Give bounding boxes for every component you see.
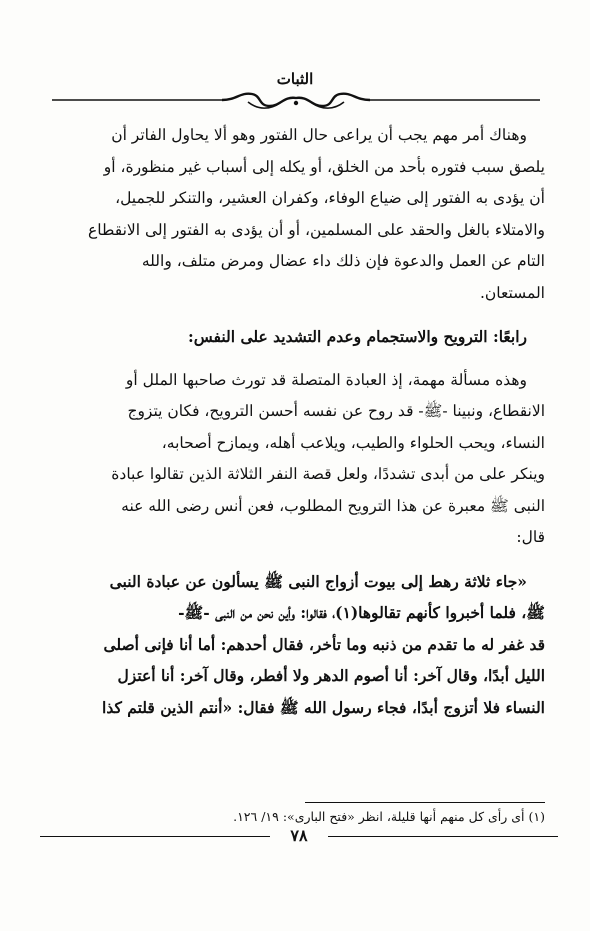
page-number: ٧٨ <box>290 826 308 845</box>
footer-rule-left <box>40 836 270 837</box>
hadith-quote-line: قد غفر له ما تقدم من ذنبه وما تأخر، فقال أحدهم: أما أنا فإنى أصلى <box>103 634 545 654</box>
text-line: المستعان. <box>479 283 545 302</box>
hadith-quote-line: «جاء ثلاثة رهط إلى بيوت أزواج النبى ﷺ يسألون عن عبادة النبى <box>109 571 527 591</box>
text-line: النساء، ويحب الحلواء والطيب، ويلاعب أهله، ويمازح أصحابه، <box>161 433 545 452</box>
section-heading: رابعًا: الترويح والاستجمام وعدم التشديد على النفس: <box>188 327 527 346</box>
body-text <box>50 120 545 723</box>
hadith-quote-line: النساء فلا أتزوج أبدًا، فجاء رسول الله ﷺ فقال: «أنتم الذين قلتم كذا <box>102 697 545 717</box>
hadith-quote-line: ﷺ، فلما أخبروا كأنهم تقالوها(١)، فقالوا: وأين نحن من النبى -ﷺ- <box>178 603 545 622</box>
running-header-title: الثبات <box>276 70 314 88</box>
text-line: قال: <box>516 528 545 546</box>
footnote: (١) أى رأى كل منهم أنها قليلة، انظر «فتح البارى»: ١٩/ ١٢٦. <box>233 809 545 824</box>
text-line: وهذه مسألة مهمة، إذ العبادة المتصلة قد تورث صاحبها الملل أو <box>125 370 527 389</box>
text-line: وهناك أمر مهم يجب أن يراعى حال الفتور وهو ألا يحاول الفاتر أن <box>111 126 527 144</box>
text-line: والامتلاء بالغل والحقد على المسلمين، أو أن يؤدى به الفتور إلى الانقطاع <box>88 220 545 239</box>
text-line: وينكر على من أبدى تشددًا، ولعل قصة النفر الثلاثة الذين تقالوا عبادة <box>111 465 545 483</box>
header-ornament <box>52 90 540 114</box>
footer-rule-right <box>328 836 558 837</box>
text-line: التام عن العمل والدعوة فإن ذلك داء عضال ومرض متلف، والله <box>141 252 545 270</box>
footnote-divider <box>305 802 545 803</box>
text-line: الانقطاع، ونبينا -ﷺ- قد روح عن نفسه أحسن الترويح، فكان يتزوج <box>127 402 545 420</box>
text-line: النبى ﷺ معبرة عن هذا الترويح المطلوب، فعن أنس رضى الله عنه <box>121 496 545 515</box>
hadith-quote-line: الليل أبدًا، وقال آخر: أنا أصوم الدهر ولا أفطر، وقال آخر: أنا أعتزل <box>117 666 545 685</box>
text-line: يلصق سبب فتوره بأحد من الخلق، أو يكله إلى أسباب غير منظورة، أو <box>103 157 545 176</box>
text-line: أن يؤدى به الفتور إلى ضياع الوفاء، وكفران العشير، والتنكر للجميل، <box>115 189 545 207</box>
